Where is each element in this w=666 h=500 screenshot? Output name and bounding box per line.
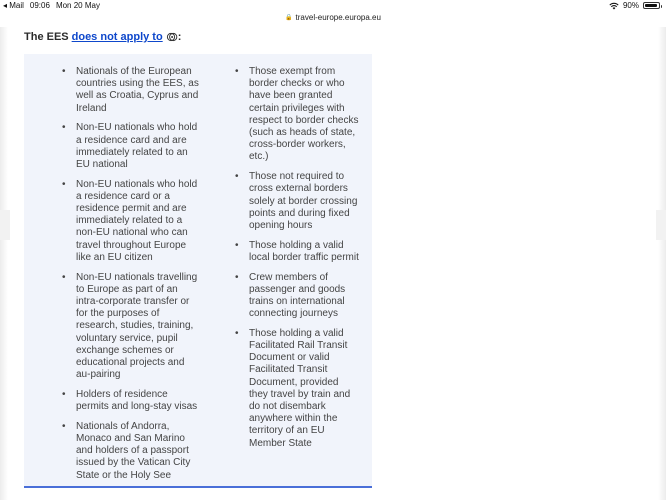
left-exemptions-list: [62, 66, 200, 482]
left-column: [62, 66, 200, 489]
wifi-icon: [609, 2, 619, 10]
status-date: Mon 20 May: [55, 1, 100, 10]
list-item: • Non-EU nationals who hold a residence card or a residence permit and are immediately related to a non-EU national who can travel throughout Europe like an EU citizen: [62, 179, 200, 264]
list-item: • Those exempt from border checks or who have been granted certain privileges with respect to border checks (such as heads of state, cross-border workers, etc.): [235, 66, 359, 164]
right-exemptions-list: [235, 66, 359, 450]
back-to-mail-link[interactable]: ◂ Mail: [3, 1, 24, 10]
heading-suffix: :: [177, 31, 182, 43]
battery-percent: 90%: [622, 1, 639, 10]
list-item: • Holders of residence permits and long-stay visas: [62, 389, 200, 413]
list-item: • Crew members of passenger and goods trains on international connecting journeys: [235, 272, 359, 321]
battery-icon: [643, 2, 660, 9]
battery-fill: [645, 4, 657, 7]
right-edge-shade: [658, 27, 666, 500]
url-text: travel-europe.europa.eu: [295, 12, 381, 22]
list-item: • Nationals of the European countries using the EES, as well as Croatia, Cyprus and Ireland: [62, 66, 200, 115]
does-not-apply-link[interactable]: does not apply to: [71, 31, 163, 43]
status-bar-left: [3, 1, 100, 10]
list-item: • Non-EU nationals travelling to Europe as part of an intra-corporate transfer or for the purposes of research, studies, training, voluntary service, pupil exchange schemes or educational projects and au-pairing: [62, 272, 200, 382]
list-item: • Nationals of Andorra, Monaco and San Marino and holders of a passport issued by the Vatican City State or the Holy See: [62, 421, 200, 482]
url-bar[interactable]: [0, 11, 666, 23]
list-item: • Those not required to cross external borders solely at border crossing points and during fixed opening hours: [235, 171, 359, 232]
left-edge-band: [0, 210, 10, 240]
heading-prefix: The EES: [24, 31, 69, 43]
list-item: • Non-EU nationals who hold a residence card and are immediately related to an EU national: [62, 122, 200, 171]
lock-icon: 🔒: [285, 14, 293, 21]
right-column: [235, 66, 359, 457]
glossary-info-icon[interactable]: [166, 31, 178, 43]
status-time: 09:06: [29, 1, 50, 10]
left-edge-shade: [0, 27, 8, 500]
list-item: • Those holding a valid Facilitated Rail Transit Document or valid Facilitated Transit Document, provided they travel by train and do not disembark anywhere within the territory of an EU Member State: [235, 328, 359, 450]
exemptions-panel: [24, 54, 372, 488]
section-heading: [24, 31, 181, 43]
status-bar-right: [609, 1, 660, 10]
right-edge-band: [656, 210, 666, 240]
list-item: • Those holding a valid local border traffic permit: [235, 240, 359, 264]
